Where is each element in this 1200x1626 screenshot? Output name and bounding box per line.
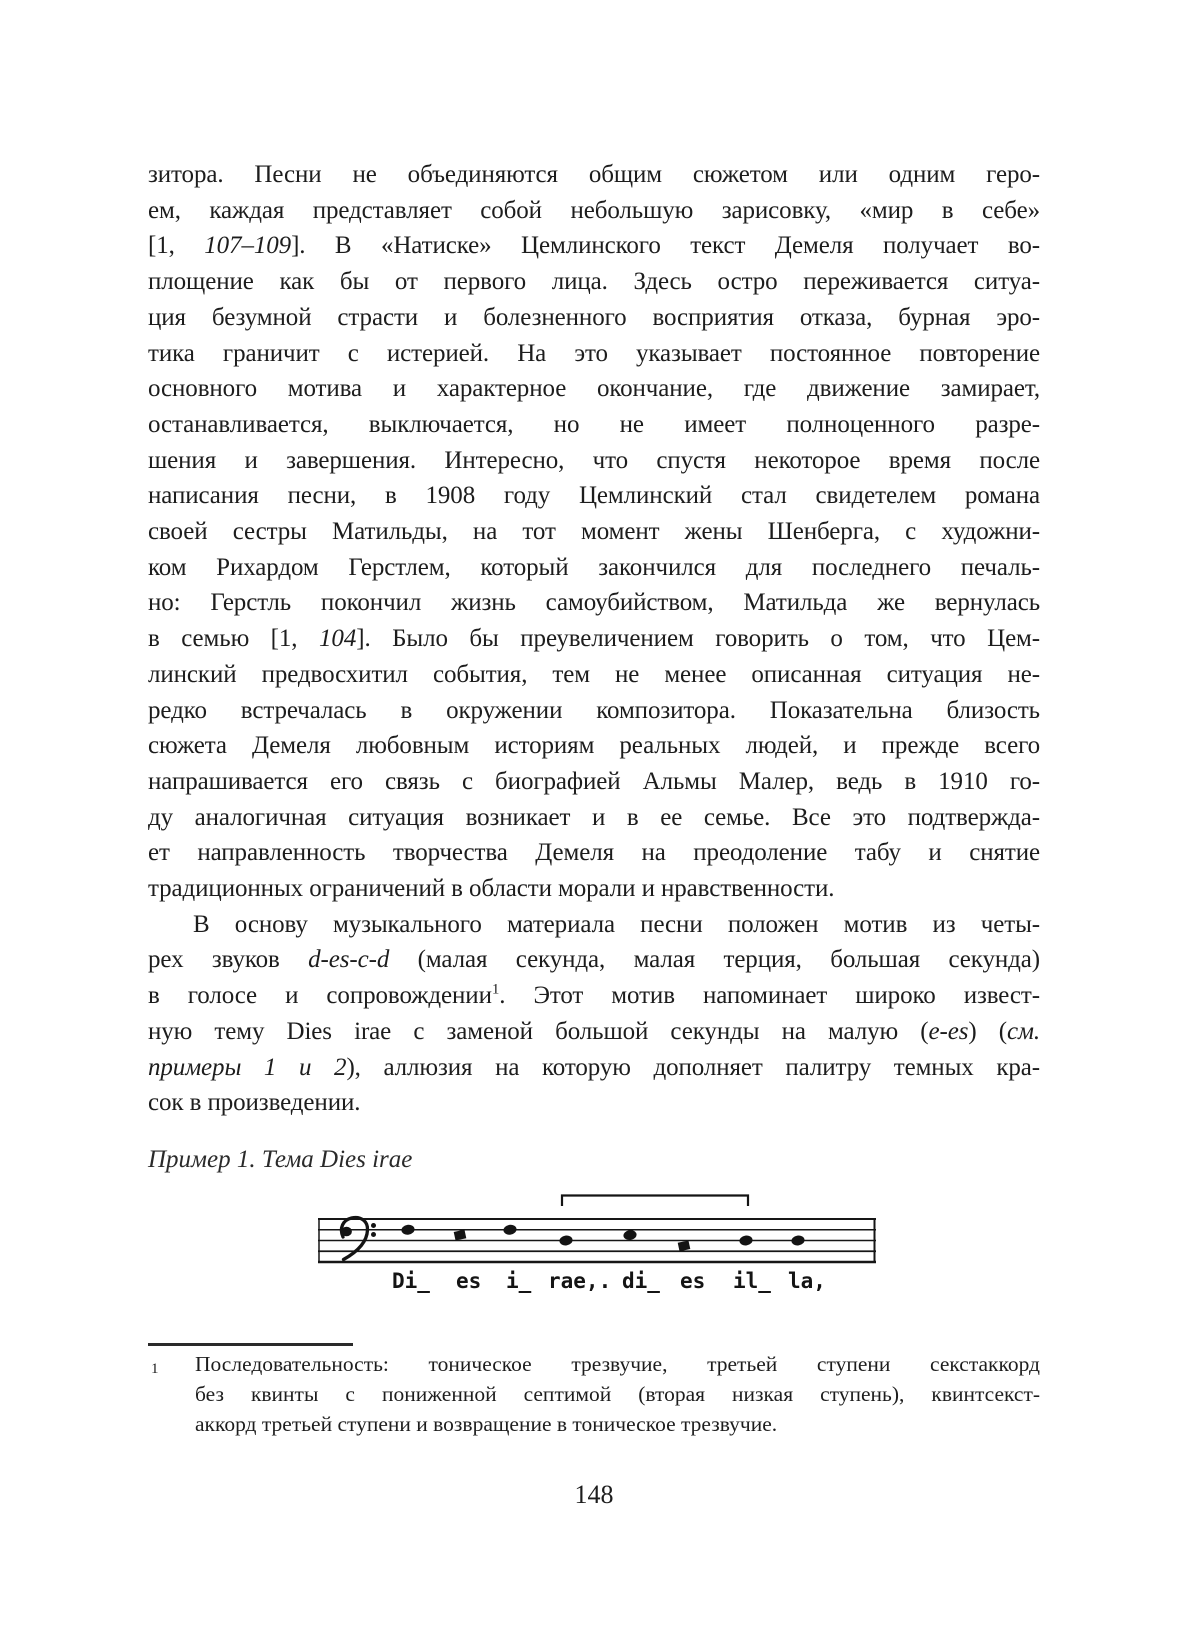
lyric-syllable: la, xyxy=(788,1269,826,1293)
text-line: сюжета Демеля любовным историям реальных людей, и прежде всего xyxy=(148,732,1040,760)
note-d3 xyxy=(559,1235,573,1247)
text-line: останавливается, выключается, но не имеет полноценного разре- xyxy=(148,410,1040,438)
text-line: в голосе и сопровождении$^1$. Этот мотив напоминает широко извест- xyxy=(148,981,1040,1010)
note-c3 xyxy=(678,1240,691,1251)
text-line: ком Рихардом Герстлем, который закончился для последнего печаль- xyxy=(148,553,1040,581)
text-line: тика граничит с истерией. На это указывает постоянное повторение xyxy=(148,339,1040,367)
text-line: В основу музыкального материала песни положен мотив из четы- xyxy=(193,910,1040,938)
text-line: в семью [1, 104]. Было бы преувеличением говорить о том, что Цем- xyxy=(148,625,1041,653)
lyric-syllable: rae,. xyxy=(548,1269,612,1293)
lyric-syllable: es xyxy=(456,1269,482,1293)
text-line: своей сестры Матильды, на тот момент жены Шенберга, с художни- xyxy=(148,518,1040,546)
example-caption: Пример 1. Тема Dies irae xyxy=(148,1146,413,1173)
text-line: рех звуков d-es-c-d (малая секунда, малая терция, большая секунда) xyxy=(148,946,1040,974)
text-line: написания песни, в 1908 году Цемлинский стал свидетелем романа xyxy=(148,482,1040,510)
footnote-text xyxy=(195,1349,1040,1439)
text-line: основного мотива и характерное окончание, где движение замирает, xyxy=(148,375,1040,403)
lyric-syllable: Di_ xyxy=(392,1269,430,1293)
lyric-syllable: es xyxy=(680,1269,706,1293)
text-line: сок в произведении. xyxy=(148,1089,361,1117)
text-line: ция безумной страсти и болезненного восприятия отказа, бурная эро- xyxy=(148,303,1040,331)
text-line: но: Герстль покончил жизнь самоубийством, Матильда же вернулась xyxy=(148,589,1040,617)
text-line: редко встречалась в окружении композитора. Показательна близость xyxy=(148,696,1040,724)
text-line: примеры 1 и 2), аллюзия на которую дополняет палитру темных кра- xyxy=(148,1053,1040,1081)
lyric-syllable: di_ xyxy=(622,1269,660,1293)
text-line: напрашивается его связь с биографией Альмы Малер, ведь в 1910 го- xyxy=(148,767,1040,795)
text-line: ду аналогичная ситуация возникает и в ее семье. Все это подтвержда- xyxy=(148,803,1040,831)
footnote xyxy=(148,1349,1040,1439)
page-number: 148 xyxy=(574,1480,614,1509)
text-line: площение как бы от первого лица. Здесь остро переживается ситуа- xyxy=(148,268,1040,296)
text-line: зитора. Песни не объединяются общим сюжетом или одним геро- xyxy=(148,161,1040,188)
note-f3 xyxy=(503,1224,517,1236)
note-d3 xyxy=(791,1235,805,1247)
lyric-syllable: il_ xyxy=(733,1269,771,1293)
text-line: ет направленность творчества Демеля на преодоление табу и снятие xyxy=(148,839,1040,867)
text-line: без квинты с пониженной септимой (вторая низкая ступень), квинтсекст- xyxy=(195,1382,1040,1406)
phrase-bracket xyxy=(562,1196,748,1207)
body-text xyxy=(148,157,1040,1121)
footnote-marker: 1 xyxy=(151,1361,159,1377)
music-example-svg xyxy=(310,1185,890,1305)
footnote-rule xyxy=(148,1343,353,1346)
text-line: традиционных ограничений в области морали и нравственности. xyxy=(148,875,835,903)
bass-clef-icon xyxy=(341,1218,376,1260)
text-line: аккорд третьей ступени и возвращение в тоническое трезвучие. xyxy=(195,1412,778,1436)
text-line: ную тему Dies irae с заменой большой секунды на малую (e-es) (см. xyxy=(148,1017,1040,1045)
text-line: [1, 107–109]. В «Натиске» Цемлинского текст Демеля получает во- xyxy=(148,232,1040,260)
note-f3 xyxy=(401,1224,415,1236)
text-line: ем, каждая представляет собой небольшую зарисовку, «мир в себе» xyxy=(148,196,1040,224)
text-line: Последовательность: тоническое трезвучие, третьей ступени секстаккорд xyxy=(195,1352,1040,1376)
note-e3 xyxy=(623,1229,637,1241)
note-e3 xyxy=(454,1230,467,1241)
text-line: шения и завершения. Интересно, что спустя некоторое время после xyxy=(148,446,1040,474)
text-line: линский предвосхитил события, тем не менее описанная ситуация не- xyxy=(148,660,1040,688)
note-d3 xyxy=(739,1235,753,1247)
lyric-syllable: i_ xyxy=(506,1269,532,1293)
